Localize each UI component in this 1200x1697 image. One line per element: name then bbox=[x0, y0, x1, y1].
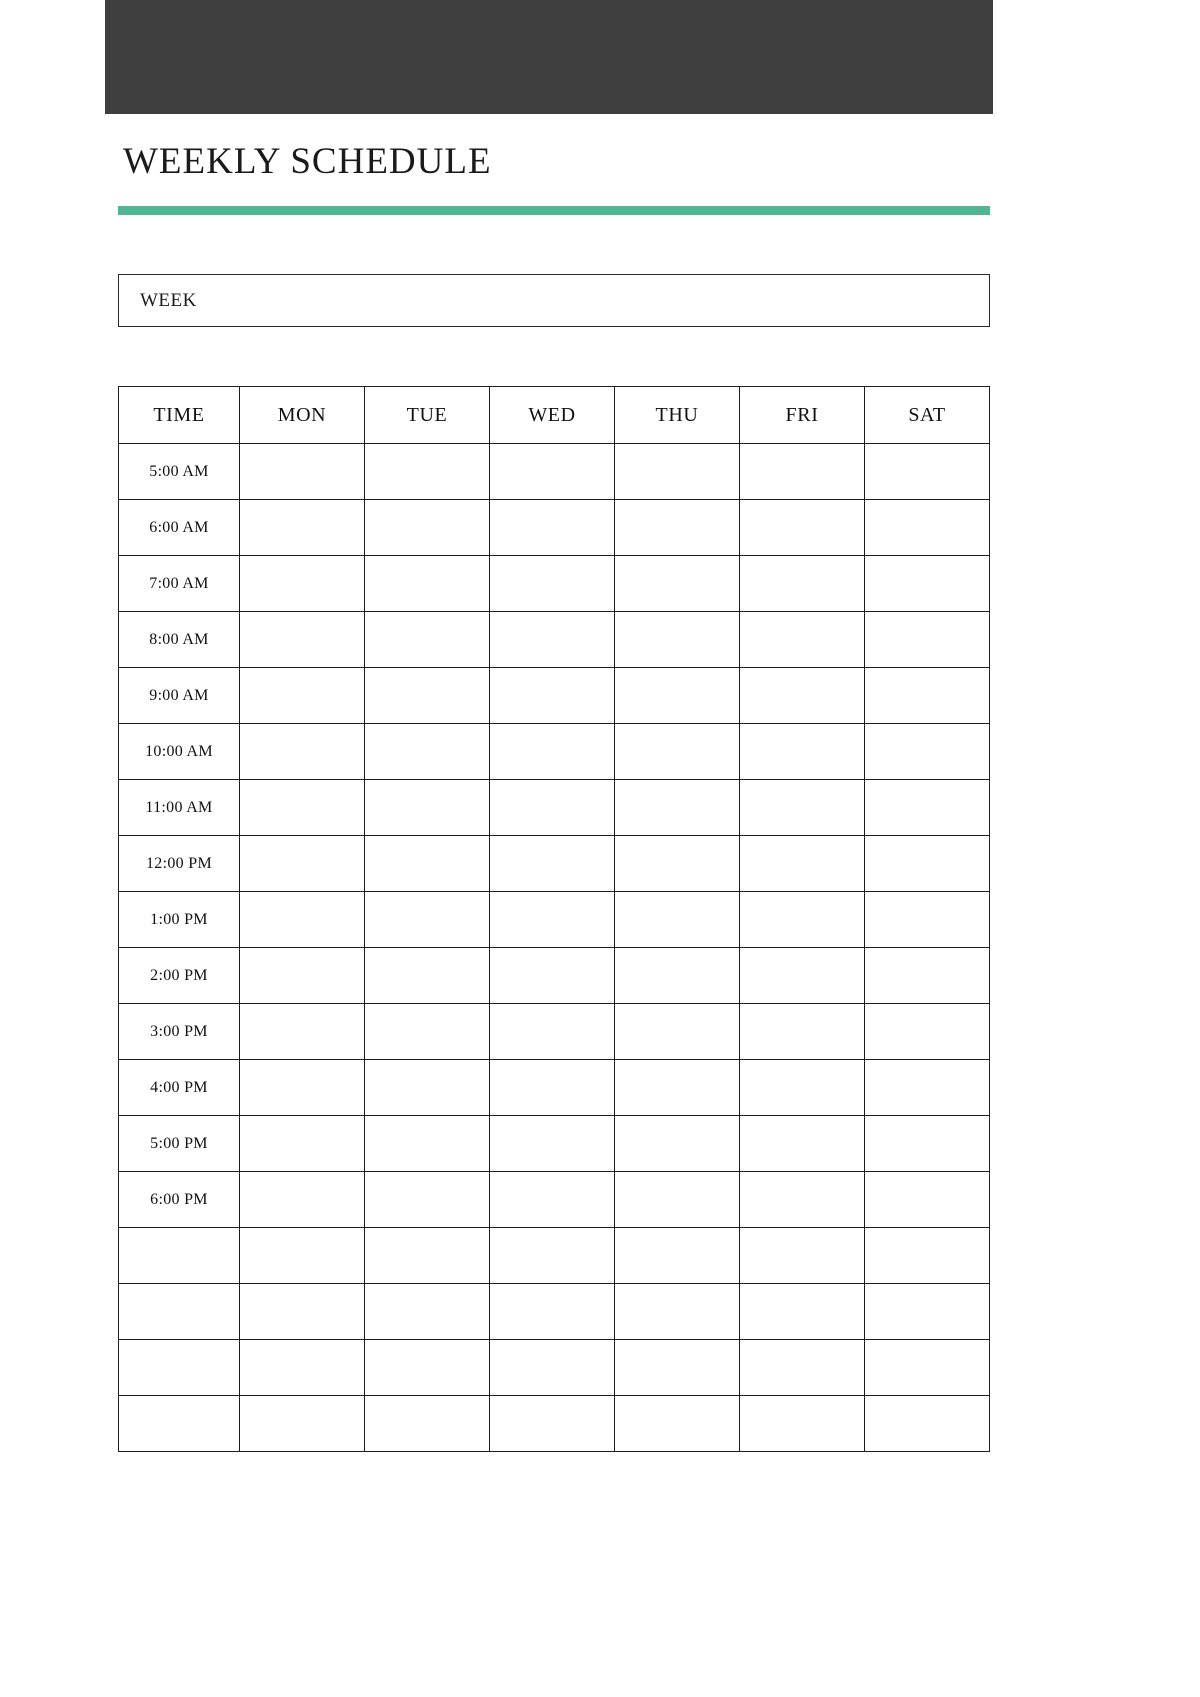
time-label: 9:00 AM bbox=[119, 668, 240, 724]
column-header-wed: WED bbox=[490, 387, 615, 444]
schedule-cell[interactable] bbox=[865, 948, 990, 1004]
schedule-row bbox=[119, 444, 990, 500]
schedule-cell[interactable] bbox=[865, 892, 990, 948]
schedule-cell[interactable] bbox=[615, 444, 740, 500]
schedule-row bbox=[119, 1172, 990, 1228]
schedule-cell[interactable] bbox=[865, 1060, 990, 1116]
schedule-cell[interactable] bbox=[490, 1340, 615, 1396]
schedule-row bbox=[119, 500, 990, 556]
time-label: 12:00 PM bbox=[119, 836, 240, 892]
week-field-label: WEEK bbox=[140, 289, 197, 311]
schedule-cell[interactable] bbox=[365, 1004, 490, 1060]
schedule-cell[interactable] bbox=[490, 612, 615, 668]
schedule-cell[interactable] bbox=[365, 612, 490, 668]
accent-divider bbox=[118, 206, 990, 215]
time-label bbox=[119, 1284, 240, 1340]
time-label: 6:00 AM bbox=[119, 500, 240, 556]
schedule-row bbox=[119, 892, 990, 948]
schedule-cell[interactable] bbox=[365, 444, 490, 500]
schedule-cell[interactable] bbox=[740, 892, 865, 948]
schedule-cell[interactable] bbox=[615, 1284, 740, 1340]
schedule-cell[interactable] bbox=[865, 668, 990, 724]
time-label: 11:00 AM bbox=[119, 780, 240, 836]
schedule-cell[interactable] bbox=[490, 1228, 615, 1284]
schedule-cell[interactable] bbox=[240, 948, 365, 1004]
schedule-cell[interactable] bbox=[365, 1228, 490, 1284]
schedule-cell[interactable] bbox=[615, 780, 740, 836]
schedule-cell[interactable] bbox=[615, 1116, 740, 1172]
schedule-cell[interactable] bbox=[240, 780, 365, 836]
time-label: 4:00 PM bbox=[119, 1060, 240, 1116]
time-label: 3:00 PM bbox=[119, 1004, 240, 1060]
schedule-cell[interactable] bbox=[240, 612, 365, 668]
schedule-cell[interactable] bbox=[240, 500, 365, 556]
time-label bbox=[119, 1396, 240, 1452]
schedule-cell[interactable] bbox=[240, 836, 365, 892]
schedule-cell[interactable] bbox=[615, 724, 740, 780]
schedule-cell[interactable] bbox=[240, 724, 365, 780]
schedule-cell[interactable] bbox=[365, 780, 490, 836]
schedule-row bbox=[119, 948, 990, 1004]
schedule-cell[interactable] bbox=[490, 948, 615, 1004]
schedule-cell[interactable] bbox=[740, 1004, 865, 1060]
schedule-cell[interactable] bbox=[740, 1284, 865, 1340]
schedule-cell[interactable] bbox=[490, 1396, 615, 1452]
schedule-header-row bbox=[119, 387, 990, 444]
schedule-cell[interactable] bbox=[740, 1172, 865, 1228]
schedule-cell[interactable] bbox=[365, 892, 490, 948]
schedule-cell[interactable] bbox=[865, 780, 990, 836]
column-header-tue: TUE bbox=[365, 387, 490, 444]
schedule-cell[interactable] bbox=[740, 948, 865, 1004]
schedule-cell[interactable] bbox=[240, 1004, 365, 1060]
schedule-cell[interactable] bbox=[740, 836, 865, 892]
schedule-cell[interactable] bbox=[490, 836, 615, 892]
schedule-cell[interactable] bbox=[240, 668, 365, 724]
schedule-cell[interactable] bbox=[740, 444, 865, 500]
schedule-cell[interactable] bbox=[740, 1396, 865, 1452]
schedule-cell[interactable] bbox=[865, 556, 990, 612]
schedule-cell[interactable] bbox=[365, 1116, 490, 1172]
schedule-cell[interactable] bbox=[865, 1396, 990, 1452]
schedule-cell[interactable] bbox=[490, 892, 615, 948]
time-label: 5:00 PM bbox=[119, 1116, 240, 1172]
schedule-cell[interactable] bbox=[865, 1004, 990, 1060]
schedule-cell[interactable] bbox=[740, 1116, 865, 1172]
time-label: 7:00 AM bbox=[119, 556, 240, 612]
schedule-cell[interactable] bbox=[865, 1172, 990, 1228]
week-field-value[interactable] bbox=[211, 289, 989, 313]
schedule-cell[interactable] bbox=[865, 1284, 990, 1340]
schedule-cell[interactable] bbox=[615, 556, 740, 612]
schedule-row bbox=[119, 1228, 990, 1284]
schedule-cell[interactable] bbox=[240, 1284, 365, 1340]
schedule-cell[interactable] bbox=[740, 668, 865, 724]
schedule-cell[interactable] bbox=[615, 836, 740, 892]
schedule-cell[interactable] bbox=[865, 1116, 990, 1172]
schedule-cell[interactable] bbox=[740, 724, 865, 780]
schedule-cell[interactable] bbox=[740, 1060, 865, 1116]
schedule-cell[interactable] bbox=[740, 556, 865, 612]
schedule-cell[interactable] bbox=[365, 500, 490, 556]
schedule-cell[interactable] bbox=[240, 1172, 365, 1228]
column-header-mon: MON bbox=[240, 387, 365, 444]
schedule-row bbox=[119, 836, 990, 892]
schedule-cell[interactable] bbox=[615, 1004, 740, 1060]
schedule-row bbox=[119, 1116, 990, 1172]
header-banner bbox=[105, 0, 993, 114]
schedule-cell[interactable] bbox=[490, 444, 615, 500]
schedule-cell[interactable] bbox=[490, 556, 615, 612]
time-label: 6:00 PM bbox=[119, 1172, 240, 1228]
weekly-schedule-table bbox=[118, 386, 990, 1452]
schedule-cell[interactable] bbox=[240, 1228, 365, 1284]
schedule-cell[interactable] bbox=[365, 1396, 490, 1452]
time-label: 5:00 AM bbox=[119, 444, 240, 500]
schedule-cell[interactable] bbox=[615, 1172, 740, 1228]
schedule-cell[interactable] bbox=[615, 948, 740, 1004]
schedule-row bbox=[119, 724, 990, 780]
time-label: 2:00 PM bbox=[119, 948, 240, 1004]
schedule-cell[interactable] bbox=[490, 724, 615, 780]
schedule-cell[interactable] bbox=[240, 1396, 365, 1452]
schedule-cell[interactable] bbox=[490, 1116, 615, 1172]
schedule-cell[interactable] bbox=[615, 612, 740, 668]
schedule-cell[interactable] bbox=[240, 444, 365, 500]
column-header-fri: FRI bbox=[740, 387, 865, 444]
week-field[interactable] bbox=[118, 274, 990, 327]
time-label: 1:00 PM bbox=[119, 892, 240, 948]
schedule-cell[interactable] bbox=[490, 1060, 615, 1116]
schedule-cell[interactable] bbox=[365, 1060, 490, 1116]
schedule-cell[interactable] bbox=[240, 1060, 365, 1116]
schedule-row bbox=[119, 1060, 990, 1116]
schedule-row bbox=[119, 556, 990, 612]
schedule-cell[interactable] bbox=[615, 892, 740, 948]
schedule-cell[interactable] bbox=[615, 1060, 740, 1116]
schedule-cell[interactable] bbox=[615, 1228, 740, 1284]
schedule-row bbox=[119, 1340, 990, 1396]
schedule-cell[interactable] bbox=[615, 500, 740, 556]
schedule-cell[interactable] bbox=[865, 1228, 990, 1284]
schedule-cell[interactable] bbox=[615, 1396, 740, 1452]
schedule-cell[interactable] bbox=[865, 612, 990, 668]
schedule-cell[interactable] bbox=[865, 444, 990, 500]
page-title: WEEKLY SCHEDULE bbox=[123, 141, 492, 182]
schedule-cell[interactable] bbox=[240, 1116, 365, 1172]
schedule-cell[interactable] bbox=[740, 500, 865, 556]
schedule-row bbox=[119, 668, 990, 724]
schedule-row bbox=[119, 1284, 990, 1340]
time-label bbox=[119, 1228, 240, 1284]
schedule-cell[interactable] bbox=[490, 668, 615, 724]
schedule-cell[interactable] bbox=[740, 612, 865, 668]
schedule-row bbox=[119, 1004, 990, 1060]
schedule-cell[interactable] bbox=[865, 836, 990, 892]
schedule-cell[interactable] bbox=[865, 500, 990, 556]
schedule-cell[interactable] bbox=[490, 1284, 615, 1340]
schedule-row bbox=[119, 780, 990, 836]
schedule-row bbox=[119, 612, 990, 668]
schedule-cell[interactable] bbox=[490, 500, 615, 556]
schedule-cell[interactable] bbox=[490, 1004, 615, 1060]
schedule-cell[interactable] bbox=[365, 1340, 490, 1396]
schedule-cell[interactable] bbox=[365, 948, 490, 1004]
column-header-sat: SAT bbox=[865, 387, 990, 444]
schedule-cell[interactable] bbox=[365, 836, 490, 892]
time-label bbox=[119, 1340, 240, 1396]
schedule-cell[interactable] bbox=[865, 1340, 990, 1396]
schedule-cell[interactable] bbox=[865, 724, 990, 780]
schedule-cell[interactable] bbox=[740, 1228, 865, 1284]
schedule-body bbox=[119, 444, 990, 1452]
schedule-cell[interactable] bbox=[615, 668, 740, 724]
schedule-cell[interactable] bbox=[240, 892, 365, 948]
schedule-cell[interactable] bbox=[365, 724, 490, 780]
schedule-cell[interactable] bbox=[365, 668, 490, 724]
time-label: 10:00 AM bbox=[119, 724, 240, 780]
schedule-cell[interactable] bbox=[365, 1284, 490, 1340]
column-header-thu: THU bbox=[615, 387, 740, 444]
schedule-cell[interactable] bbox=[740, 1340, 865, 1396]
schedule-cell[interactable] bbox=[615, 1340, 740, 1396]
schedule-cell[interactable] bbox=[490, 1172, 615, 1228]
schedule-cell[interactable] bbox=[240, 1340, 365, 1396]
column-header-time: TIME bbox=[119, 387, 240, 444]
schedule-cell[interactable] bbox=[740, 780, 865, 836]
schedule-cell[interactable] bbox=[490, 780, 615, 836]
schedule-cell[interactable] bbox=[365, 556, 490, 612]
schedule-cell[interactable] bbox=[240, 556, 365, 612]
schedule-cell[interactable] bbox=[365, 1172, 490, 1228]
schedule-row bbox=[119, 1396, 990, 1452]
time-label: 8:00 AM bbox=[119, 612, 240, 668]
